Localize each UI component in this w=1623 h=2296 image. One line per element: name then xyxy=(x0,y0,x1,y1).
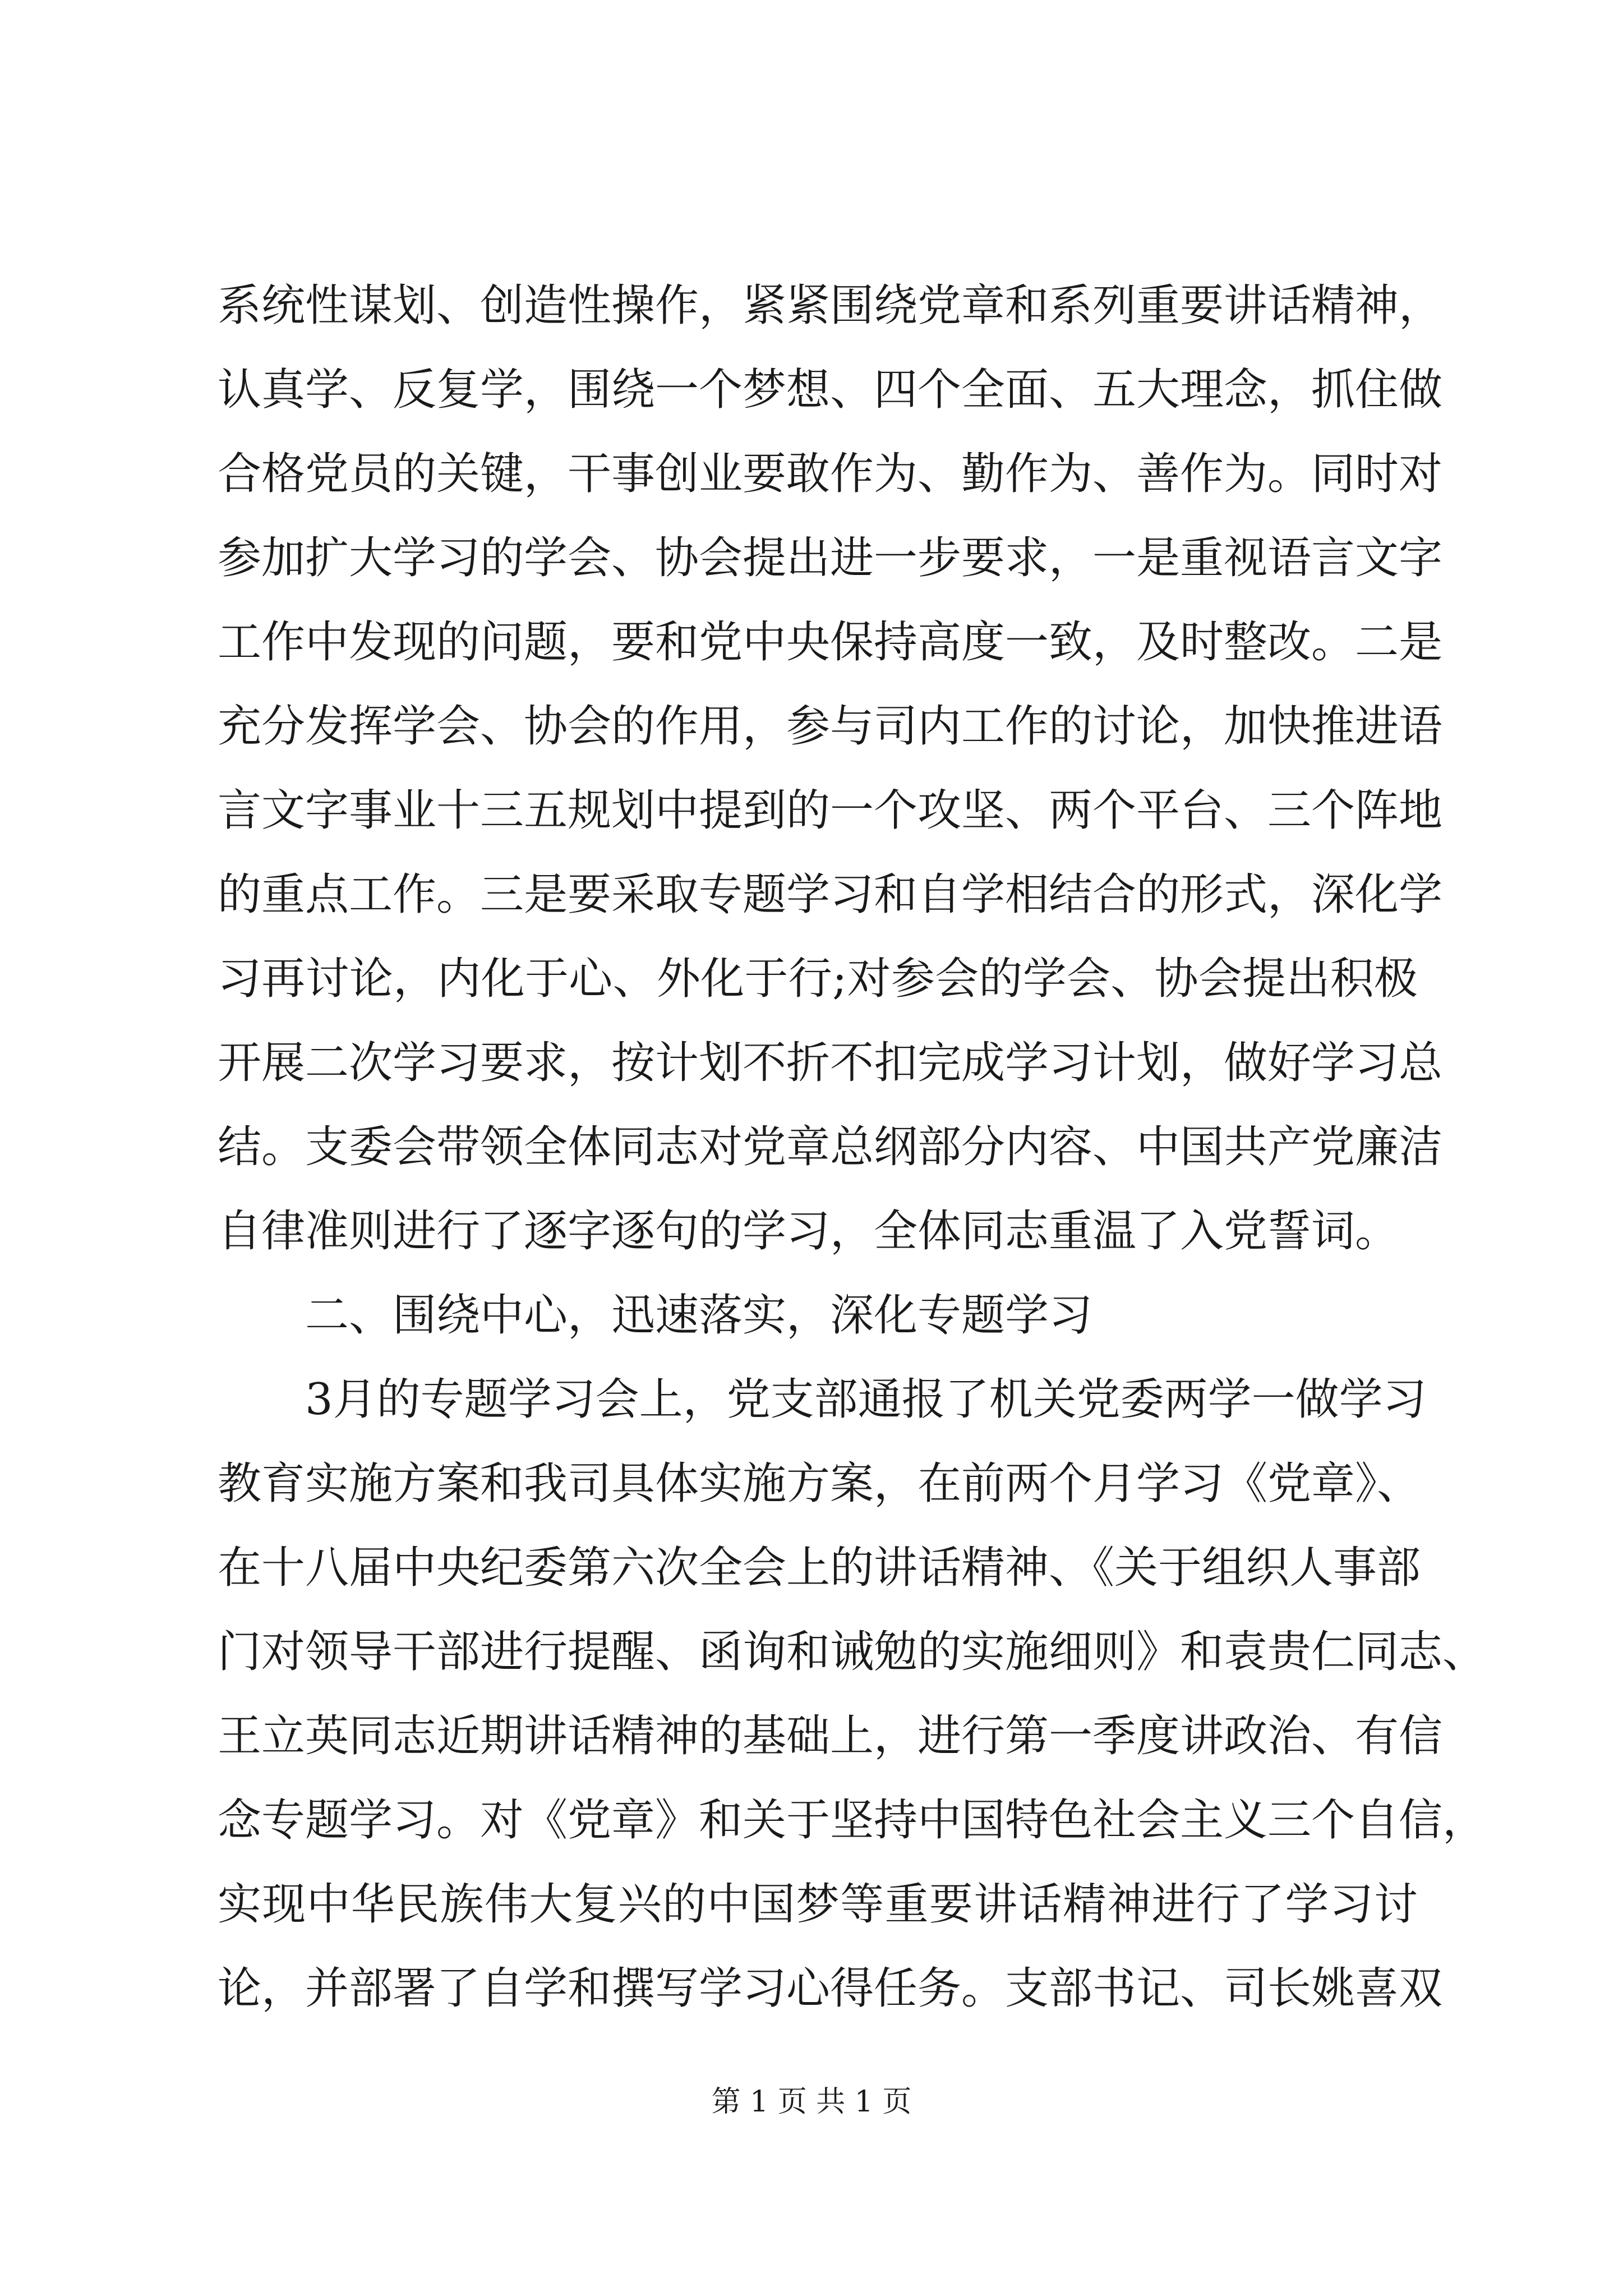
page-number: 第 1 页 共 1 页 xyxy=(711,2085,912,2119)
text-line: 论，并部署了自学和撰写学习心得任务。支部书记、司长姚喜双 xyxy=(218,1963,1443,2014)
text-line: 实现中华民族伟大复兴的中国梦等重要讲话精神进行了学习讨 xyxy=(218,1879,1418,1930)
text-line: 教育实施方案和我司具体实施方案，在前两个月学习《党章》、 xyxy=(218,1458,1421,1509)
text-line: 在十八届中央纪委第六次全会上的讲话精神、《关于组织人事部 xyxy=(218,1543,1421,1593)
text-line: 工作中发现的问题，要和党中央保持高度一致，及时整改。二是 xyxy=(218,617,1443,668)
text-line: 王立英同志近期讲话精神的基础上，进行第一季度讲政治、有信 xyxy=(218,1711,1443,1761)
text-line: 参加扩大学习的学会、协会提出进一步要求，一是重视语言文字 xyxy=(218,533,1443,583)
text-line: 言文字事业十三五规划中提到的一个攻坚、两个平台、三个阵地 xyxy=(218,785,1443,836)
text-line: 自律准则进行了逐字逐句的学习，全体同志重温了入党誓词。 xyxy=(218,1206,1399,1257)
document-body xyxy=(218,264,1487,2031)
text-line: 系统性谋划、创造性操作，紧紧围绕党章和系列重要讲话精神， xyxy=(218,280,1443,331)
text-line: 认真学、反复学，围绕一个梦想、四个全面、五大理念，抓住做 xyxy=(218,365,1443,415)
text-line: 习再讨论，内化于心、外化于行;对参会的学会、协会提出积极 xyxy=(218,954,1418,1004)
text-line: 结。支委会带领全体同志对党章总纲部分内容、中国共产党廉洁 xyxy=(218,1122,1443,1172)
text-line: 开展二次学习要求，按计划不折不扣完成学习计划，做好学习总 xyxy=(218,1038,1443,1088)
section-heading: 二、围绕中心，迅速落实，深化专题学习 xyxy=(305,1290,1093,1341)
page-footer xyxy=(0,2082,1623,2122)
text-line: 念专题学习。对《党章》和关于坚持中国特色社会主义三个自信， xyxy=(218,1795,1487,1846)
text-line: 充分发挥学会、协会的作用，参与司内工作的讨论，加快推进语 xyxy=(218,701,1443,752)
text-line: 3月的专题学习会上，党支部通报了机关党委两学一做学习 xyxy=(305,1374,1427,1425)
text-line: 门对领导干部进行提醒、函询和诫勉的实施细则》和袁贵仁同志、 xyxy=(218,1627,1487,1677)
text-line: 的重点工作。三是要采取专题学习和自学相结合的形式，深化学 xyxy=(218,869,1443,920)
text-line: 合格党员的关键，干事创业要敢作为、勤作为、善作为。同时对 xyxy=(218,449,1443,499)
